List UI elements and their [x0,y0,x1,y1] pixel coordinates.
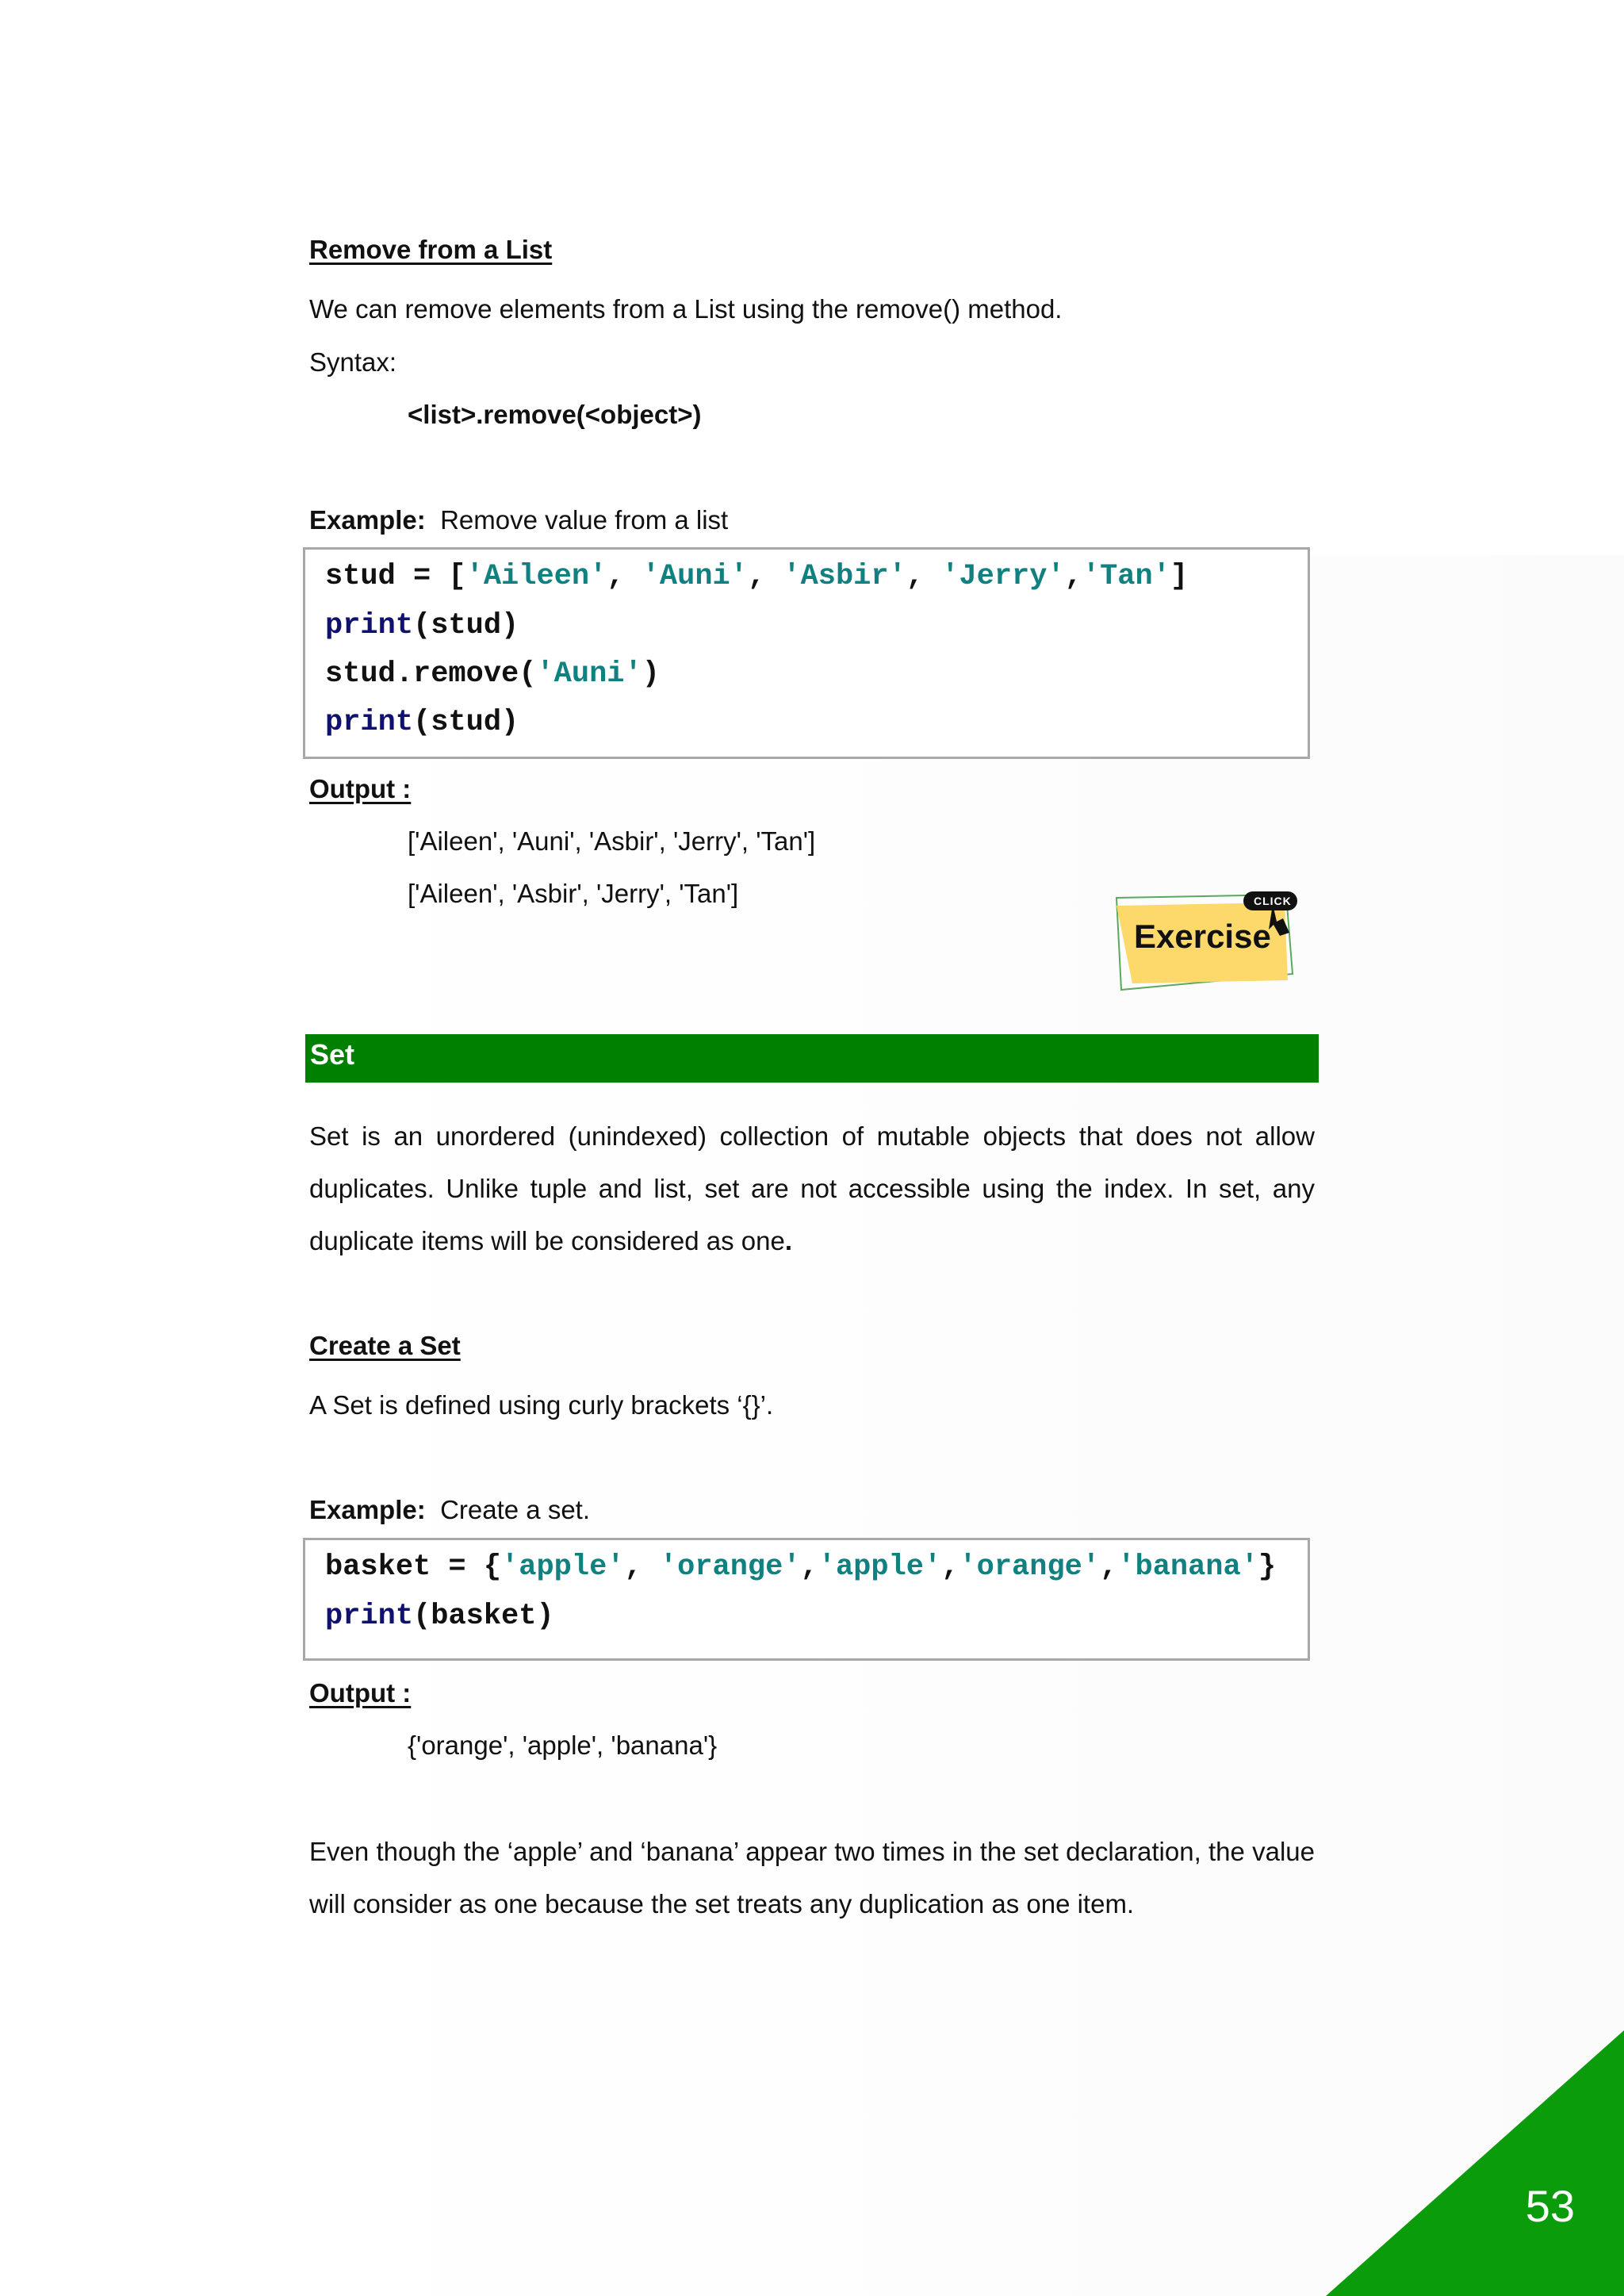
example-label: Example: [309,505,426,535]
code-line: stud.remove('Auni') [325,657,660,691]
output-label: Output : [309,774,412,803]
output-line: ['Aileen', 'Asbir', 'Jerry', 'Tan'] [408,879,739,908]
section-header-bar [305,1034,1319,1083]
exercise-label: Exercise [1134,918,1271,955]
paragraph-line: Set is an unordered (unindexed) collection of mutable objects that does not allow [309,1121,1315,1151]
code-block-remove [303,547,1310,759]
click-label: CLICK [1254,895,1292,907]
code-line: print(stud) [325,706,519,739]
paragraph-line: duplicates. Unlike tuple and list, set are not accessible using the index. In set, any [309,1174,1315,1203]
example-line [309,504,728,536]
paragraph-line: Even though the ‘apple’ and ‘banana’ appear two times in the set declaration, the value [309,1837,1315,1866]
paragraph-line: will consider as one because the set treats any duplication as one item. [309,1889,1135,1918]
paragraph-line: duplicate items will be considered as one. [309,1226,793,1255]
page-number: 53 [1525,2181,1575,2231]
create-set-heading: Create a Set [309,1331,461,1360]
code-line: print(basket) [325,1600,554,1633]
output-line: ['Aileen', 'Auni', 'Asbir', 'Jerry', 'Tan'] [408,826,816,856]
syntax-label: Syntax: [309,347,397,377]
section-title: Set [310,1038,355,1071]
set-closing-paragraph [309,1826,1315,1930]
output-line: {'orange', 'apple', 'banana'} [408,1731,718,1760]
example-label: Example: [309,1495,426,1524]
remove-heading: Remove from a List [309,235,553,264]
create-set-description: A Set is defined using curly brackets ‘{}’. [309,1390,774,1420]
example-description: Create a set. [440,1495,591,1524]
set-intro-paragraph [309,1110,1315,1267]
page-background [317,555,1624,2296]
syntax-code: <list>.remove(<object>) [408,400,702,429]
remove-description: We can remove elements from a List using the remove() method. [309,294,1063,324]
code-line: stud = ['Aileen', 'Auni', 'Asbir', 'Jerry','Tan'] [325,560,1189,593]
code-block-set [303,1538,1310,1661]
exercise-button[interactable] [1110,888,1300,991]
example-line [309,1494,590,1526]
code-line: basket = {'apple', 'orange','apple','orange','banana'} [325,1550,1277,1584]
code-line: print(stud) [325,609,519,642]
example-description: Remove value from a list [440,505,729,535]
output-label: Output : [309,1678,412,1708]
